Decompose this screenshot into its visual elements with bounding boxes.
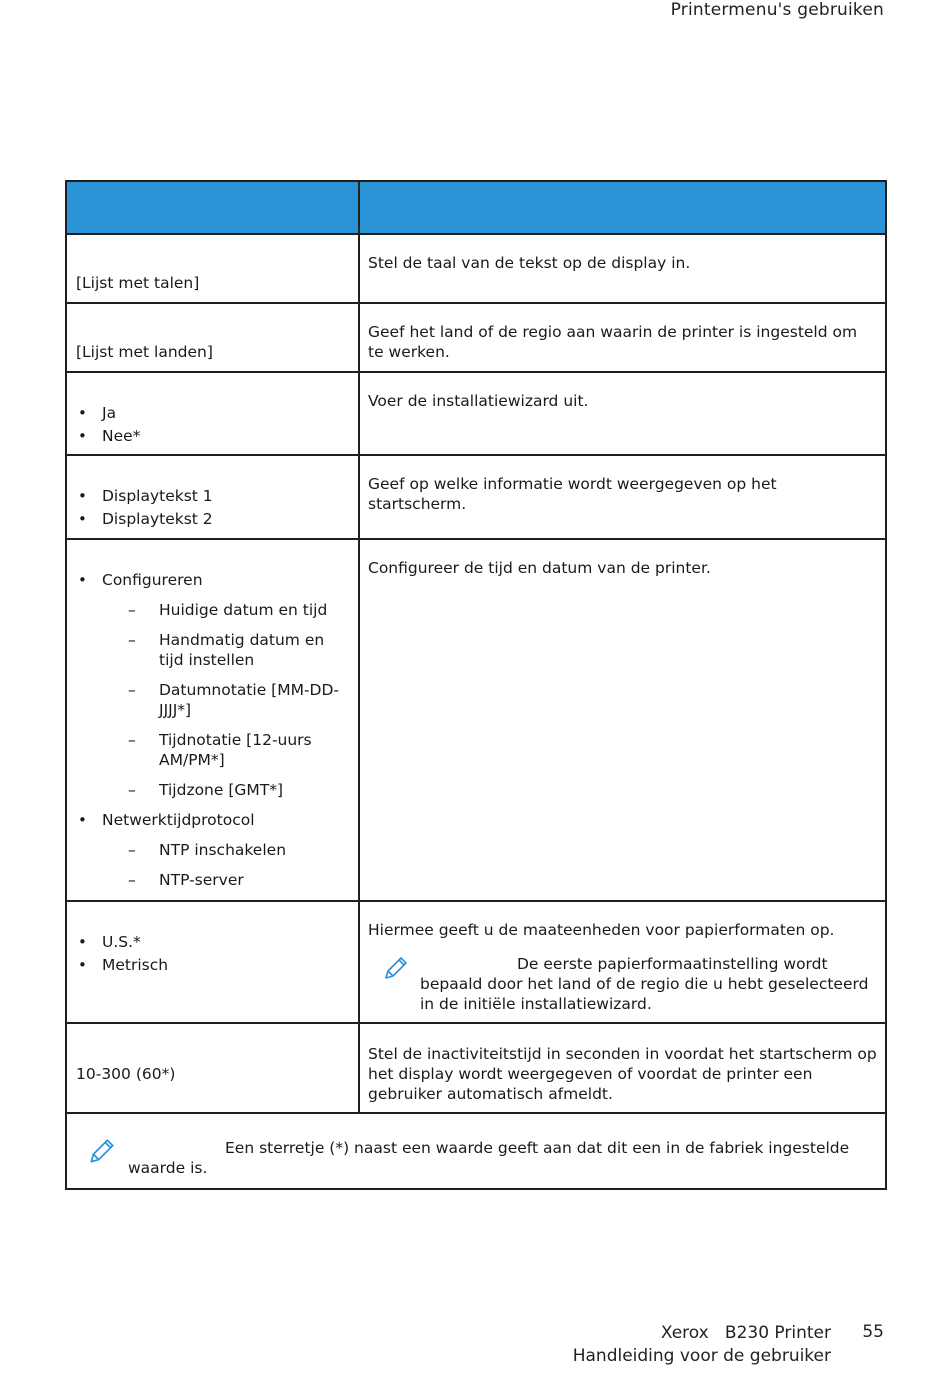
option-value: 10-300 (60*) bbox=[76, 1065, 176, 1083]
table-row bbox=[66, 901, 886, 1023]
description: Geef op welke informatie wordt weergegeven op het startscherm. bbox=[368, 475, 777, 513]
option-group-netwerktijdprotocol bbox=[76, 810, 350, 890]
sub-option-item: – Tijdnotatie [12-uurs AM/PM*] bbox=[128, 731, 312, 769]
pencil-icon bbox=[382, 954, 410, 982]
option-value: [Lijst met landen] bbox=[76, 343, 213, 361]
sub-option-item: – Tijdzone [GMT*] bbox=[128, 781, 284, 799]
sub-option-item: – Handmatig datum en tijd instellen bbox=[128, 631, 325, 669]
table-row bbox=[66, 234, 886, 303]
option-list bbox=[76, 932, 350, 975]
sub-option-list bbox=[102, 600, 350, 800]
table-row bbox=[66, 455, 886, 539]
option-list bbox=[76, 486, 350, 529]
pencil-icon bbox=[87, 1136, 117, 1166]
running-header: Printermenu's gebruiken bbox=[670, 0, 884, 20]
settings-table bbox=[65, 180, 887, 1190]
sub-option-item: – Huidige datum en tijd bbox=[128, 601, 328, 619]
sub-option-list bbox=[102, 840, 350, 890]
option-list bbox=[76, 403, 350, 446]
option-value: [Lijst met talen] bbox=[76, 274, 200, 292]
note-text: De eerste papierformaatinstelling wordt bepaald door het land of de regio die u hebt geselecteerd in de initiële installatiewizard. bbox=[420, 955, 869, 1013]
page-footer bbox=[573, 1322, 831, 1368]
table-footer-row bbox=[66, 1113, 886, 1189]
option-group-label: Netwerktijdprotocol bbox=[102, 811, 255, 829]
option-item: • U.S.* bbox=[76, 932, 350, 952]
option-item: • Nee* bbox=[76, 426, 350, 446]
page-number: 55 bbox=[862, 1322, 884, 1342]
description: Hiermee geeft u de maateenheden voor papierformaten op. bbox=[368, 921, 835, 939]
guide-title: Handleiding voor de gebruiker bbox=[572, 1346, 831, 1366]
option-item: • Ja bbox=[76, 403, 350, 423]
product-name: Xerox B230 Printer bbox=[660, 1323, 831, 1343]
option-list bbox=[76, 570, 350, 890]
description: Stel de taal van de tekst op de display in. bbox=[368, 254, 691, 272]
table-row bbox=[66, 303, 886, 372]
description: Stel de inactiviteitstijd in seconden in voordat het startscherm op het display wordt weergegeven of voordat de printer een gebruiker automatisch afmeldt. bbox=[368, 1045, 877, 1103]
table-header-row bbox=[66, 181, 886, 234]
note-text: Een sterretje (*) naast een waarde geeft aan dat dit een in de fabriek ingestelde waarde is. bbox=[128, 1139, 850, 1177]
description: Voer de installatiewizard uit. bbox=[368, 392, 589, 410]
note bbox=[368, 954, 877, 1014]
header-cell-description bbox=[359, 181, 886, 234]
description: Configureer de tijd en datum van de printer. bbox=[368, 559, 711, 577]
description: Geef het land of de regio aan waarin de printer is ingesteld om te werken. bbox=[368, 323, 858, 361]
sub-option-item: – NTP inschakelen bbox=[128, 841, 287, 859]
option-group-configureren bbox=[76, 570, 350, 800]
sub-option-item: – Datumnotatie [MM-DD-JJJJ*] bbox=[128, 681, 340, 719]
table-row bbox=[66, 372, 886, 455]
factory-default-note bbox=[67, 1114, 885, 1188]
table-row bbox=[66, 1023, 886, 1113]
option-item: • Displaytekst 2 bbox=[76, 509, 350, 529]
table-row bbox=[66, 539, 886, 901]
option-group-label: Configureren bbox=[102, 571, 203, 589]
option-item: • Displaytekst 1 bbox=[76, 486, 350, 506]
option-item: • Metrisch bbox=[76, 955, 350, 975]
header-cell-menu-item bbox=[66, 181, 359, 234]
sub-option-item: – NTP-server bbox=[128, 871, 244, 889]
